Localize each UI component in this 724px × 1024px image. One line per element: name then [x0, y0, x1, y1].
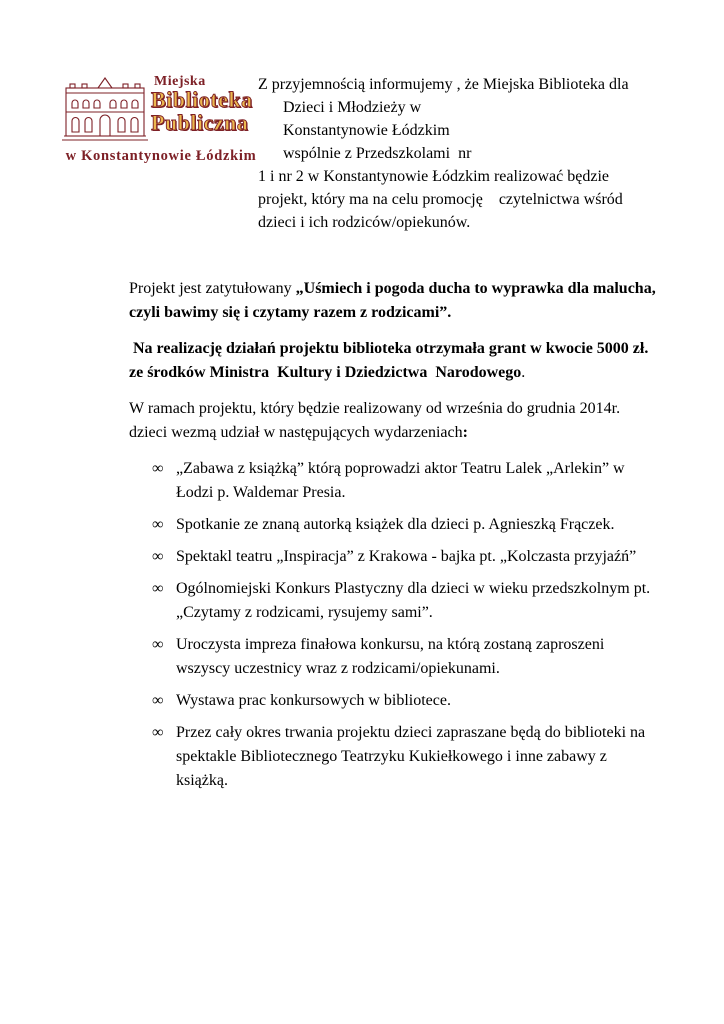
list-item	[152, 577, 662, 625]
list-item	[152, 633, 662, 681]
intro-line: wspólnie z Przedszkolami nr	[283, 145, 472, 162]
library-logo	[62, 73, 260, 165]
infinity-bullet-icon: ∞	[152, 580, 164, 597]
list-item	[152, 721, 662, 793]
intro-line: projekt, który ma na celu promocję czytelnictwa wśród	[258, 191, 623, 208]
list-item	[152, 457, 662, 505]
schedule-colon: :	[462, 424, 468, 441]
logo-wordmark	[151, 73, 253, 134]
schedule-text: W ramach projektu, który będzie realizowany od września do grudnia 2014r. dzieci wezmą udział w następujących wydarzeniach	[129, 400, 625, 441]
list-item	[152, 689, 662, 713]
list-item-text: Przez cały okres trwania projektu dzieci zapraszane będą do biblioteki na spektakle Bibliotecznego Teatrzyku Kukiełkowego i inne zabawy z książką.	[176, 724, 646, 789]
logo-top-row	[62, 73, 260, 145]
schedule-paragraph	[129, 397, 662, 445]
grant-paragraph	[129, 337, 662, 385]
document-body	[129, 277, 662, 801]
list-item	[152, 545, 662, 569]
infinity-bullet-icon: ∞	[152, 692, 164, 709]
list-item-text: Wystawa prac konkursowych w bibliotece.	[176, 692, 451, 709]
intro-line: Konstantynowie Łódzkim	[283, 122, 450, 139]
grant-bold: Na realizację działań projektu biblioteka otrzymała grant w kwocie 5000 zł. ze środków Ministra Kultury i Dziedzictwa Narodowego	[129, 340, 653, 381]
intro-paragraph	[258, 73, 672, 234]
list-item-text: „Zabawa z książką” którą poprowadzi aktor Teatru Lalek „Arlekin” w Łodzi p. Waldemar Presia.	[176, 460, 625, 501]
list-item-text: Ogólnomiejski Konkurs Plastyczny dla dzieci w wieku przedszkolnym pt. „Czytamy z rodzicami, rysujemy sami”.	[176, 580, 651, 621]
intro-line: Z przyjemnością informujemy , że Miejska Biblioteka dla	[258, 76, 629, 93]
grant-period: .	[521, 364, 526, 381]
intro-line: Dzieci i Młodzieży w	[283, 99, 422, 116]
infinity-bullet-icon: ∞	[152, 636, 164, 653]
list-item-text: Uroczysta impreza finałowa konkursu, na którą zostaną zaproszeni wszyscy uczestnicy wraz z rodzicami/opiekunami.	[176, 636, 605, 677]
title-bold: „Uśmiech i pogoda ducha to wyprawka dla malucha, czyli bawimy się i czytamy razem z rodzicami”.	[129, 280, 660, 321]
infinity-bullet-icon: ∞	[152, 548, 164, 565]
intro-line: 1 i nr 2 w Konstantynowie Łódzkim realizować będzie	[258, 168, 609, 185]
infinity-bullet-icon: ∞	[152, 516, 164, 533]
logo-subtitle: w Konstantynowie Łódzkim	[65, 148, 257, 164]
title-lead: Projekt jest zatytułowany	[129, 280, 296, 297]
library-building-icon	[62, 73, 148, 145]
infinity-bullet-icon: ∞	[152, 460, 164, 477]
list-item	[152, 513, 662, 537]
infinity-bullet-icon: ∞	[152, 724, 164, 741]
list-item-text: Spotkanie ze znaną autorką książek dla dzieci p. Agnieszką Frączek.	[176, 516, 615, 533]
logo-brand-main-2: Publiczna	[151, 109, 249, 135]
title-paragraph	[129, 277, 662, 325]
intro-line: dzieci i ich rodziców/opiekunów.	[258, 214, 471, 231]
logo-brand-main-1: Biblioteka	[151, 87, 253, 113]
events-list	[152, 457, 662, 793]
logo-brand-top: Miejska	[154, 74, 206, 89]
list-item-text: Spektakl teatru „Inspiracja” z Krakowa - bajka pt. „Kolczasta przyjaźń”	[176, 548, 637, 565]
